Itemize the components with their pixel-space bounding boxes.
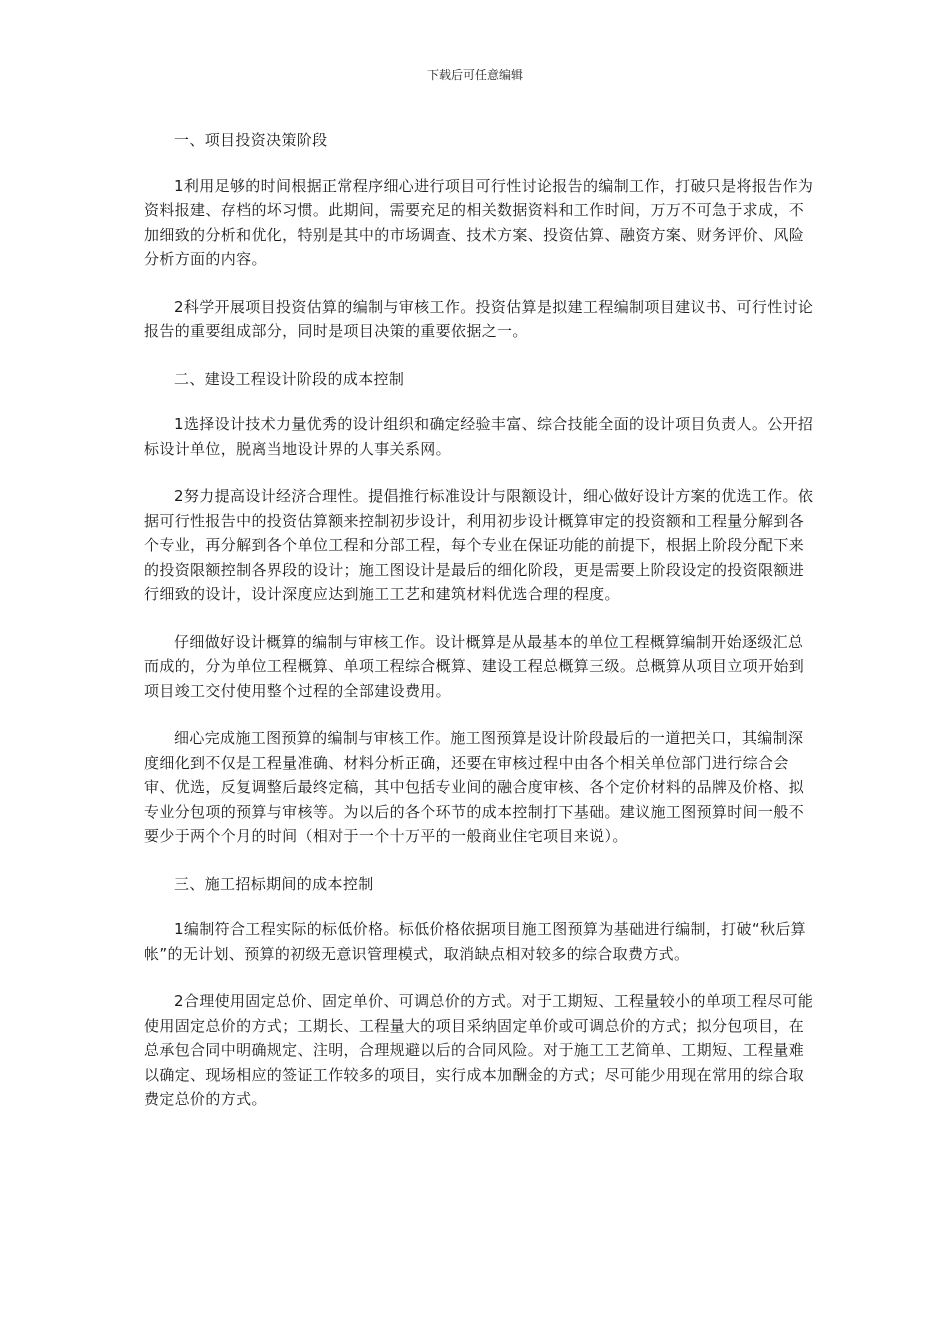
section-heading-2: 二、建设工程设计阶段的成本控制 [174,369,405,388]
document-body [144,128,816,1135]
section-heading-3: 三、施工招标期间的成本控制 [174,874,374,893]
paragraph-3-2: 2合理使用固定总价、固定单价、可调总价的方式。对于工期短、工程量较小的单项工程尽可能使用固定总价的方式；工期长、工程量大的项目采纳固定单价或可调总价的方式；拟分包项目，在总承包合同中明确规定、注明，合理规避以后的合同风险。对于施工工艺简单、工期短、工程量难以确定、现场相应的签证工作较多的项目，实行成本加酬金的方式；尽可能少用现在常用的综合取费定总价的方式。 [144,992,814,1108]
paragraph-1-1: 1利用足够的时间根据正常程序细心进行项目可行性讨论报告的编制工作，打破只是将报告作为资料报建、存档的坏习惯。此期间，需要充足的相关数据资料和工作时间，万万不可急于求成，不加细致的分析和优化，特别是其中的市场调查、技术方案、投资估算、融资方案、财务评价、风险分析方面的内容。 [144,176,814,268]
paragraph-3-1: 1编制符合工程实际的标低价格。标低价格依据项目施工图预算为基础进行编制，打破“秋后算帐”的无计划、预算的初级无意识管理模式，取消缺点相对较多的综合取费方式。 [144,920,807,963]
paragraph-2-2: 2努力提高设计经济合理性。提倡推行标准设计与限额设计，细心做好设计方案的优选工作。依据可行性报告中的投资估算额来控制初步设计，利用初步设计概算审定的投资额和工程量分解到各个专业，再分解到各个单位工程和分部工程，每个专业在保证功能的前提下，根据上阶段分配下来的投资限额控制各界段的设计；施工图设计是最后的细化阶段，更是需要上阶段设定的投资限额进行细致的设计，设计深度应达到施工工艺和建筑材料优选合理的程度。 [144,487,814,603]
paragraph-2-3: 仔细做好设计概算的编制与审核工作。设计概算是从最基本的单位工程概算编制开始逐级汇总而成的，分为单位工程概算、单项工程综合概算、建设工程总概算三级。总概算从项目立项开始到项目竣工交付使用整个过程的全部建设费用。 [144,632,805,700]
paragraph-2-1: 1选择设计技术力量优秀的设计组织和确定经验丰富、综合技能全面的设计项目负责人。公开招标设计单位，脱离当地设计界的人事关系网。 [144,415,814,458]
paragraph-1-2: 2科学开展项目投资估算的编制与审核工作。投资估算是拟建工程编制项目建议书、可行性讨论报告的重要组成部分，同时是项目决策的重要依据之一。 [144,297,814,340]
section-heading-1: 一、项目投资决策阶段 [174,131,328,149]
page-header: 下载后可任意编辑 [426,68,523,82]
paragraph-2-4: 细心完成施工图预算的编制与审核工作。施工图预算是设计阶段最后的一道把关口，其编制深度细化到不仅是工程量准确、材料分析正确，还要在审核过程中由各个相关单位部门进行综合会审、优选，反复调整后最终定稿，其中包括专业间的融合度审核、各个定价材料的品牌及价格、拟专业分包项的预算与审核等。为以后的各个环节的成本控制打下基础。建议施工图预算时间一般不要少于两个个月的时间（相对于一个十万平的一般商业住宅项目来说）。 [144,729,805,845]
